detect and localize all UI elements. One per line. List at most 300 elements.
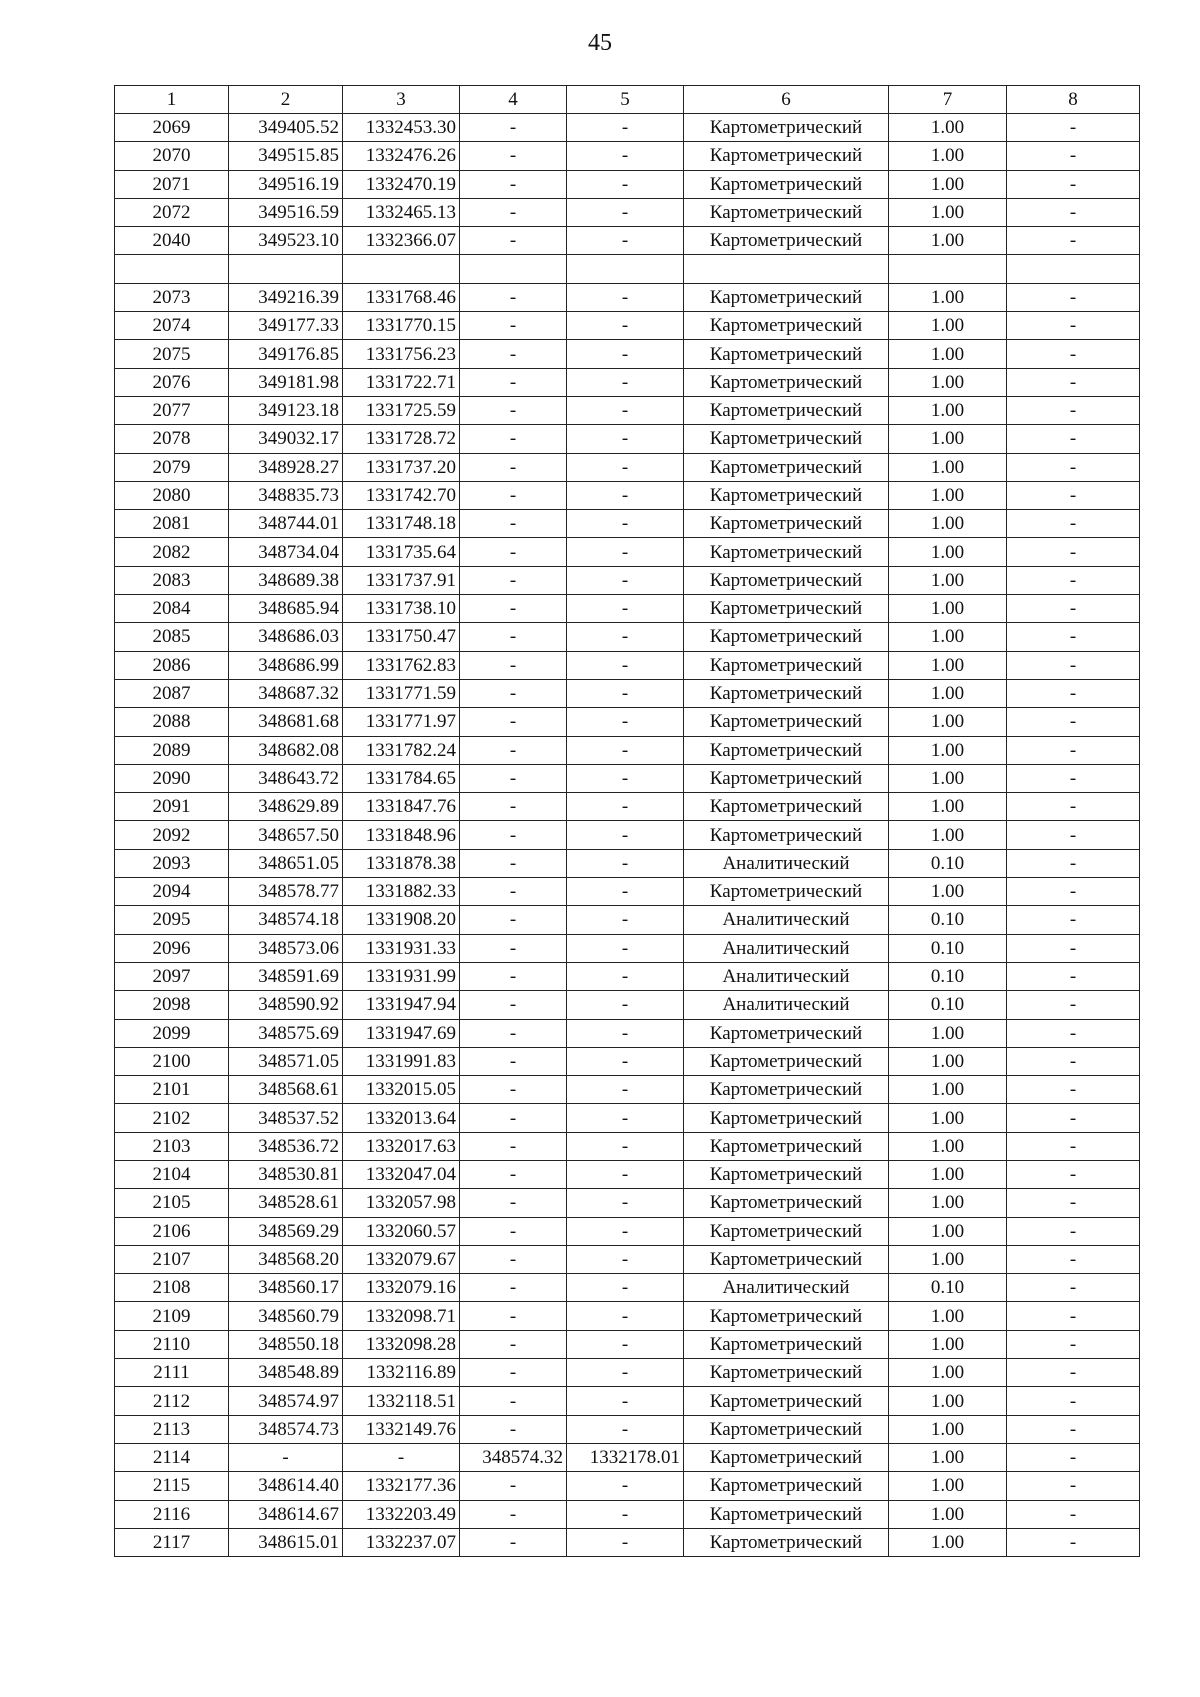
x-coord-cell: 348574.18	[229, 906, 343, 934]
y-new-cell: -	[567, 198, 684, 226]
y-new-cell: -	[567, 849, 684, 877]
method-cell: Картометрический	[684, 1019, 889, 1047]
x-new-cell: -	[460, 849, 567, 877]
x-new-cell: -	[460, 142, 567, 170]
y-new-cell: -	[567, 481, 684, 509]
y-coord-cell: 1331768.46	[343, 283, 460, 311]
y-new-cell: -	[567, 679, 684, 707]
accuracy-cell: 1.00	[889, 198, 1007, 226]
y-coord-cell: 1332476.26	[343, 142, 460, 170]
method-cell: Картометрический	[684, 538, 889, 566]
x-new-cell: -	[460, 595, 567, 623]
point-id-cell: 2117	[115, 1528, 229, 1556]
y-coord-cell: 1332013.64	[343, 1104, 460, 1132]
method-cell: Картометрический	[684, 425, 889, 453]
x-coord-cell: 348591.69	[229, 962, 343, 990]
accuracy-cell: 1.00	[889, 170, 1007, 198]
accuracy-cell: 1.00	[889, 1387, 1007, 1415]
note-cell: -	[1007, 227, 1140, 255]
y-new-cell: -	[567, 764, 684, 792]
x-coord-cell: 348578.77	[229, 878, 343, 906]
table-row	[115, 1387, 1140, 1415]
x-coord-cell: 348651.05	[229, 849, 343, 877]
accuracy-cell: 0.10	[889, 991, 1007, 1019]
y-new-cell: 1332178.01	[567, 1443, 684, 1471]
x-coord-cell: 348687.32	[229, 679, 343, 707]
x-coord-cell: 348657.50	[229, 821, 343, 849]
x-new-cell: -	[460, 1359, 567, 1387]
x-new-cell: -	[460, 821, 567, 849]
column-header: 2	[229, 86, 343, 114]
table-row	[115, 368, 1140, 396]
note-cell: -	[1007, 142, 1140, 170]
y-coord-cell: 1331728.72	[343, 425, 460, 453]
x-coord-cell: 349523.10	[229, 227, 343, 255]
y-new-cell: -	[567, 396, 684, 424]
y-coord-cell: 1331771.97	[343, 708, 460, 736]
x-coord-cell: 349516.19	[229, 170, 343, 198]
note-cell: -	[1007, 170, 1140, 198]
table-row	[115, 142, 1140, 170]
accuracy-cell: 1.00	[889, 481, 1007, 509]
method-cell: Картометрический	[684, 340, 889, 368]
point-id-cell: 2106	[115, 1217, 229, 1245]
accuracy-cell: 1.00	[889, 566, 1007, 594]
table-row	[115, 793, 1140, 821]
table-row	[115, 1528, 1140, 1556]
table-row	[115, 1104, 1140, 1132]
point-id-cell: 2040	[115, 227, 229, 255]
y-coord-cell: 1332015.05	[343, 1076, 460, 1104]
y-new-cell: -	[567, 595, 684, 623]
x-coord-cell: 348560.79	[229, 1302, 343, 1330]
y-new-cell: -	[567, 878, 684, 906]
y-new-cell: -	[567, 1274, 684, 1302]
y-new-cell: -	[567, 651, 684, 679]
note-cell: -	[1007, 1500, 1140, 1528]
note-cell: -	[1007, 1245, 1140, 1273]
y-new-cell	[567, 255, 684, 283]
point-id-cell: 2076	[115, 368, 229, 396]
x-coord-cell: 348686.03	[229, 623, 343, 651]
x-coord-cell: 349515.85	[229, 142, 343, 170]
y-new-cell: -	[567, 510, 684, 538]
x-new-cell: -	[460, 340, 567, 368]
note-cell: -	[1007, 878, 1140, 906]
point-id-cell: 2113	[115, 1415, 229, 1443]
accuracy-cell: 1.00	[889, 510, 1007, 538]
point-id-cell: 2095	[115, 906, 229, 934]
table-row	[115, 255, 1140, 283]
x-coord-cell: 348569.29	[229, 1217, 343, 1245]
table-row	[115, 1217, 1140, 1245]
y-coord-cell: 1332098.28	[343, 1330, 460, 1358]
note-cell: -	[1007, 453, 1140, 481]
y-coord-cell: 1331725.59	[343, 396, 460, 424]
x-coord-cell: 348734.04	[229, 538, 343, 566]
y-new-cell: -	[567, 623, 684, 651]
y-new-cell: -	[567, 934, 684, 962]
y-coord-cell: 1331991.83	[343, 1047, 460, 1075]
point-id-cell: 2100	[115, 1047, 229, 1075]
y-coord-cell: 1332118.51	[343, 1387, 460, 1415]
method-cell: Картометрический	[684, 1472, 889, 1500]
point-id-cell: 2108	[115, 1274, 229, 1302]
x-coord-cell: 348689.38	[229, 566, 343, 594]
method-cell: Картометрический	[684, 708, 889, 736]
y-coord-cell: 1331722.71	[343, 368, 460, 396]
x-new-cell: -	[460, 1387, 567, 1415]
y-new-cell: -	[567, 114, 684, 142]
x-new-cell: -	[460, 708, 567, 736]
y-coord-cell: -	[343, 1443, 460, 1471]
point-id-cell: 2073	[115, 283, 229, 311]
note-cell: -	[1007, 396, 1140, 424]
method-cell: Картометрический	[684, 396, 889, 424]
point-id-cell: 2097	[115, 962, 229, 990]
method-cell: Картометрический	[684, 481, 889, 509]
x-new-cell: -	[460, 198, 567, 226]
method-cell: Картометрический	[684, 1245, 889, 1273]
accuracy-cell: 1.00	[889, 114, 1007, 142]
method-cell: Картометрический	[684, 821, 889, 849]
y-new-cell: -	[567, 283, 684, 311]
point-id-cell: 2074	[115, 312, 229, 340]
accuracy-cell: 1.00	[889, 425, 1007, 453]
accuracy-cell: 1.00	[889, 764, 1007, 792]
method-cell: Картометрический	[684, 198, 889, 226]
y-new-cell: -	[567, 1330, 684, 1358]
y-coord-cell: 1331782.24	[343, 736, 460, 764]
note-cell: -	[1007, 1528, 1140, 1556]
table-row	[115, 623, 1140, 651]
accuracy-cell: 0.10	[889, 962, 1007, 990]
point-id-cell: 2088	[115, 708, 229, 736]
x-new-cell: -	[460, 934, 567, 962]
y-new-cell: -	[567, 425, 684, 453]
y-new-cell: -	[567, 368, 684, 396]
method-cell: Картометрический	[684, 595, 889, 623]
y-coord-cell: 1331771.59	[343, 679, 460, 707]
x-coord-cell: 349405.52	[229, 114, 343, 142]
y-coord-cell: 1331737.91	[343, 566, 460, 594]
table-row	[115, 1443, 1140, 1471]
accuracy-cell: 1.00	[889, 1500, 1007, 1528]
y-coord-cell: 1331878.38	[343, 849, 460, 877]
y-new-cell: -	[567, 1302, 684, 1330]
point-id-cell: 2115	[115, 1472, 229, 1500]
y-new-cell: -	[567, 793, 684, 821]
x-coord-cell: 348575.69	[229, 1019, 343, 1047]
method-cell: Картометрический	[684, 566, 889, 594]
point-id-cell: 2091	[115, 793, 229, 821]
y-coord-cell: 1332470.19	[343, 170, 460, 198]
accuracy-cell: 0.10	[889, 1274, 1007, 1302]
method-cell: Картометрический	[684, 736, 889, 764]
y-new-cell: -	[567, 1528, 684, 1556]
x-coord-cell: 348574.97	[229, 1387, 343, 1415]
x-coord-cell: 349032.17	[229, 425, 343, 453]
method-cell: Картометрический	[684, 1132, 889, 1160]
x-coord-cell: 348744.01	[229, 510, 343, 538]
table-row	[115, 170, 1140, 198]
y-coord-cell: 1331931.99	[343, 962, 460, 990]
y-coord-cell: 1331750.47	[343, 623, 460, 651]
note-cell: -	[1007, 1443, 1140, 1471]
accuracy-cell: 1.00	[889, 1330, 1007, 1358]
x-coord-cell: 348528.61	[229, 1189, 343, 1217]
x-coord-cell: 348686.99	[229, 651, 343, 679]
method-cell: Картометрический	[684, 1076, 889, 1104]
point-id-cell: 2107	[115, 1245, 229, 1273]
y-coord-cell: 1331882.33	[343, 878, 460, 906]
point-id-cell	[115, 255, 229, 283]
point-id-cell: 2080	[115, 481, 229, 509]
accuracy-cell: 1.00	[889, 1104, 1007, 1132]
table-row	[115, 425, 1140, 453]
x-new-cell: -	[460, 481, 567, 509]
y-coord-cell: 1332149.76	[343, 1415, 460, 1443]
note-cell: -	[1007, 538, 1140, 566]
accuracy-cell: 1.00	[889, 1160, 1007, 1188]
table-row	[115, 595, 1140, 623]
table-row	[115, 821, 1140, 849]
table-row	[115, 679, 1140, 707]
y-new-cell: -	[567, 1245, 684, 1273]
accuracy-cell: 1.00	[889, 453, 1007, 481]
table-row	[115, 962, 1140, 990]
note-cell: -	[1007, 1019, 1140, 1047]
point-id-cell: 2071	[115, 170, 229, 198]
x-coord-cell: 348614.40	[229, 1472, 343, 1500]
point-id-cell: 2086	[115, 651, 229, 679]
note-cell: -	[1007, 510, 1140, 538]
accuracy-cell: 1.00	[889, 312, 1007, 340]
y-coord-cell: 1332465.13	[343, 198, 460, 226]
y-new-cell: -	[567, 906, 684, 934]
table-row	[115, 1047, 1140, 1075]
y-new-cell: -	[567, 1415, 684, 1443]
x-new-cell: -	[460, 1472, 567, 1500]
point-id-cell: 2104	[115, 1160, 229, 1188]
y-coord-cell: 1331748.18	[343, 510, 460, 538]
x-new-cell: -	[460, 736, 567, 764]
y-coord-cell: 1332366.07	[343, 227, 460, 255]
method-cell: Картометрический	[684, 1387, 889, 1415]
note-cell: -	[1007, 1104, 1140, 1132]
y-coord-cell: 1331848.96	[343, 821, 460, 849]
accuracy-cell: 1.00	[889, 340, 1007, 368]
y-new-cell: -	[567, 1472, 684, 1500]
y-new-cell: -	[567, 991, 684, 1019]
x-coord-cell	[229, 255, 343, 283]
table-row	[115, 736, 1140, 764]
accuracy-cell: 1.00	[889, 1047, 1007, 1075]
table-row	[115, 198, 1140, 226]
column-header: 6	[684, 86, 889, 114]
note-cell: -	[1007, 1330, 1140, 1358]
x-new-cell: -	[460, 1330, 567, 1358]
y-new-cell: -	[567, 1132, 684, 1160]
x-new-cell: -	[460, 1019, 567, 1047]
method-cell	[684, 255, 889, 283]
table-row	[115, 312, 1140, 340]
accuracy-cell: 1.00	[889, 1076, 1007, 1104]
method-cell: Картометрический	[684, 1217, 889, 1245]
point-id-cell: 2105	[115, 1189, 229, 1217]
x-new-cell: -	[460, 312, 567, 340]
table-row	[115, 114, 1140, 142]
x-new-cell: -	[460, 227, 567, 255]
point-id-cell: 2098	[115, 991, 229, 1019]
x-coord-cell: 349177.33	[229, 312, 343, 340]
note-cell: -	[1007, 368, 1140, 396]
note-cell: -	[1007, 1047, 1140, 1075]
note-cell: -	[1007, 114, 1140, 142]
y-coord-cell: 1331735.64	[343, 538, 460, 566]
accuracy-cell: 1.00	[889, 396, 1007, 424]
point-id-cell: 2102	[115, 1104, 229, 1132]
y-new-cell: -	[567, 1076, 684, 1104]
x-coord-cell: 348615.01	[229, 1528, 343, 1556]
x-coord-cell: 349216.39	[229, 283, 343, 311]
table-row	[115, 1472, 1140, 1500]
note-cell	[1007, 255, 1140, 283]
x-coord-cell: 349516.59	[229, 198, 343, 226]
x-new-cell: -	[460, 1274, 567, 1302]
x-new-cell: -	[460, 906, 567, 934]
x-new-cell: -	[460, 425, 567, 453]
x-new-cell: -	[460, 1104, 567, 1132]
y-new-cell: -	[567, 453, 684, 481]
x-coord-cell: 348685.94	[229, 595, 343, 623]
x-new-cell: -	[460, 878, 567, 906]
point-id-cell: 2096	[115, 934, 229, 962]
coordinates-table	[114, 85, 1140, 1557]
note-cell: -	[1007, 1274, 1140, 1302]
x-new-cell: -	[460, 991, 567, 1019]
x-new-cell: -	[460, 962, 567, 990]
table-row	[115, 1302, 1140, 1330]
x-coord-cell: 348590.92	[229, 991, 343, 1019]
method-cell: Картометрический	[684, 227, 889, 255]
table-row	[115, 1076, 1140, 1104]
y-new-cell: -	[567, 142, 684, 170]
accuracy-cell: 1.00	[889, 595, 1007, 623]
note-cell: -	[1007, 991, 1140, 1019]
method-cell: Аналитический	[684, 934, 889, 962]
point-id-cell: 2116	[115, 1500, 229, 1528]
note-cell: -	[1007, 651, 1140, 679]
y-coord-cell: 1331737.20	[343, 453, 460, 481]
x-new-cell: -	[460, 1217, 567, 1245]
table-row	[115, 991, 1140, 1019]
y-coord-cell: 1331756.23	[343, 340, 460, 368]
table-row	[115, 1019, 1140, 1047]
y-coord-cell: 1331762.83	[343, 651, 460, 679]
y-coord-cell: 1332079.67	[343, 1245, 460, 1273]
y-new-cell: -	[567, 227, 684, 255]
accuracy-cell: 0.10	[889, 849, 1007, 877]
y-coord-cell: 1332017.63	[343, 1132, 460, 1160]
note-cell: -	[1007, 312, 1140, 340]
y-coord-cell: 1332057.98	[343, 1189, 460, 1217]
accuracy-cell: 1.00	[889, 821, 1007, 849]
table-row	[115, 510, 1140, 538]
x-coord-cell: 348537.52	[229, 1104, 343, 1132]
method-cell: Картометрический	[684, 1443, 889, 1471]
x-new-cell: -	[460, 679, 567, 707]
y-new-cell: -	[567, 1359, 684, 1387]
note-cell: -	[1007, 1076, 1140, 1104]
point-id-cell: 2109	[115, 1302, 229, 1330]
point-id-cell: 2078	[115, 425, 229, 453]
point-id-cell: 2079	[115, 453, 229, 481]
y-coord-cell: 1332047.04	[343, 1160, 460, 1188]
x-coord-cell: 348682.08	[229, 736, 343, 764]
note-cell: -	[1007, 1359, 1140, 1387]
accuracy-cell: 1.00	[889, 878, 1007, 906]
note-cell: -	[1007, 764, 1140, 792]
note-cell: -	[1007, 849, 1140, 877]
x-coord-cell: -	[229, 1443, 343, 1471]
note-cell: -	[1007, 1387, 1140, 1415]
table-row	[115, 1160, 1140, 1188]
method-cell: Картометрический	[684, 283, 889, 311]
note-cell: -	[1007, 1472, 1140, 1500]
x-new-cell: -	[460, 1076, 567, 1104]
point-id-cell: 2090	[115, 764, 229, 792]
y-new-cell: -	[567, 1189, 684, 1217]
x-new-cell: -	[460, 1528, 567, 1556]
y-coord-cell: 1331908.20	[343, 906, 460, 934]
y-coord-cell: 1332116.89	[343, 1359, 460, 1387]
note-cell: -	[1007, 566, 1140, 594]
accuracy-cell: 1.00	[889, 679, 1007, 707]
method-cell: Картометрический	[684, 651, 889, 679]
table-row	[115, 1245, 1140, 1273]
note-cell: -	[1007, 623, 1140, 651]
point-id-cell: 2072	[115, 198, 229, 226]
accuracy-cell: 1.00	[889, 538, 1007, 566]
accuracy-cell: 0.10	[889, 934, 1007, 962]
accuracy-cell: 1.00	[889, 1472, 1007, 1500]
y-coord-cell	[343, 255, 460, 283]
point-id-cell: 2094	[115, 878, 229, 906]
accuracy-cell: 1.00	[889, 708, 1007, 736]
x-coord-cell: 348629.89	[229, 793, 343, 821]
method-cell: Картометрический	[684, 1528, 889, 1556]
point-id-cell: 2111	[115, 1359, 229, 1387]
accuracy-cell: 1.00	[889, 1528, 1007, 1556]
x-coord-cell: 349181.98	[229, 368, 343, 396]
note-cell: -	[1007, 1189, 1140, 1217]
table-row	[115, 453, 1140, 481]
x-new-cell: -	[460, 793, 567, 821]
accuracy-cell: 1.00	[889, 227, 1007, 255]
accuracy-cell: 1.00	[889, 1359, 1007, 1387]
table-row	[115, 1500, 1140, 1528]
y-new-cell: -	[567, 1160, 684, 1188]
x-new-cell: -	[460, 1245, 567, 1273]
note-cell: -	[1007, 1415, 1140, 1443]
y-coord-cell: 1331847.76	[343, 793, 460, 821]
page-number: 45	[588, 30, 612, 56]
table-row	[115, 878, 1140, 906]
accuracy-cell: 0.10	[889, 906, 1007, 934]
x-coord-cell: 348681.68	[229, 708, 343, 736]
note-cell: -	[1007, 481, 1140, 509]
